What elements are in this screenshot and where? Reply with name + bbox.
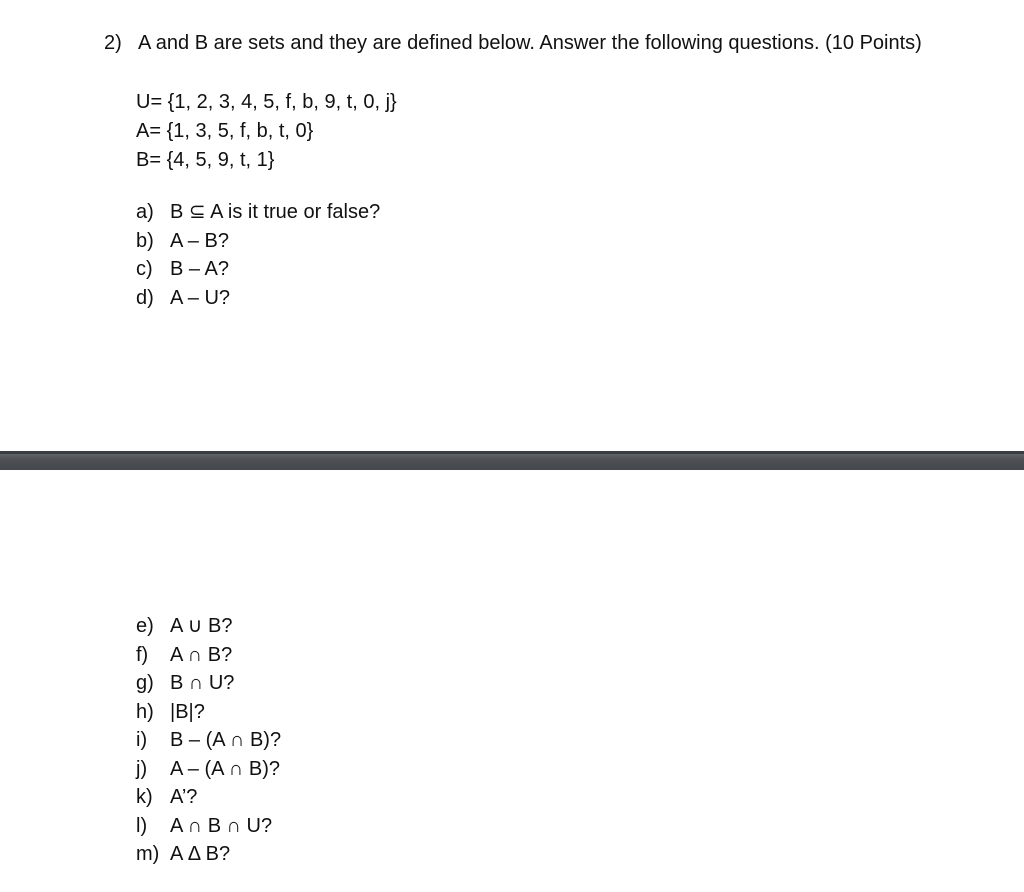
- part-text: A ∪ B?: [170, 615, 233, 637]
- part-label: d): [136, 286, 154, 309]
- part-text: |B|?: [170, 700, 205, 723]
- part-label: c): [136, 258, 153, 280]
- part-j: [136, 755, 281, 784]
- part-label: f): [136, 643, 149, 666]
- divider-edge: [0, 451, 1024, 454]
- part-text: B – (A ∩ B)?: [170, 729, 282, 751]
- part-text: A – U?: [170, 286, 231, 309]
- part-label: l): [136, 814, 148, 837]
- part-i: [136, 726, 281, 755]
- part-label: a): [136, 201, 154, 223]
- part-a: [136, 198, 380, 227]
- part-text: A ∩ B?: [170, 643, 233, 666]
- part-text: B – A?: [170, 258, 229, 280]
- set-a-definition: A= {1, 3, 5, f, b, t, 0}: [136, 120, 314, 142]
- page-divider-bar: [0, 451, 1024, 470]
- part-text: A – B?: [170, 229, 229, 252]
- part-f: [136, 641, 281, 670]
- part-label: m): [136, 843, 160, 865]
- part-label: k): [136, 786, 153, 808]
- question-parts-bottom: [136, 612, 281, 869]
- part-label: h): [136, 700, 154, 723]
- question-text: A and B are sets and they are defined below. Answer the following questions. (10 Points): [138, 32, 922, 54]
- part-label: g): [136, 672, 154, 694]
- part-text: A Δ B?: [170, 843, 231, 865]
- part-text: B ⊆ A is it true or false?: [170, 201, 381, 223]
- part-m: [136, 840, 281, 869]
- part-h: [136, 698, 281, 727]
- set-definitions: [136, 88, 397, 175]
- part-label: e): [136, 615, 154, 637]
- part-text: A’?: [170, 786, 198, 808]
- part-c: [136, 255, 380, 284]
- part-text: A – (A ∩ B)?: [170, 757, 280, 780]
- question-heading: [104, 30, 922, 56]
- part-text: A ∩ B ∩ U?: [170, 814, 273, 837]
- question-parts-top: [136, 198, 380, 312]
- part-e: [136, 612, 281, 641]
- part-g: [136, 669, 281, 698]
- set-b-definition: B= {4, 5, 9, t, 1}: [136, 149, 275, 171]
- part-label: b): [136, 229, 154, 252]
- part-k: [136, 783, 281, 812]
- part-b: [136, 227, 380, 256]
- part-label: i): [136, 729, 148, 751]
- part-l: [136, 812, 281, 841]
- set-u-definition: U= {1, 2, 3, 4, 5, f, b, 9, t, 0, j}: [136, 91, 397, 113]
- part-label: j): [136, 757, 148, 780]
- question-number: 2): [104, 32, 122, 54]
- part-text: B ∩ U?: [170, 672, 235, 694]
- part-d: [136, 284, 380, 313]
